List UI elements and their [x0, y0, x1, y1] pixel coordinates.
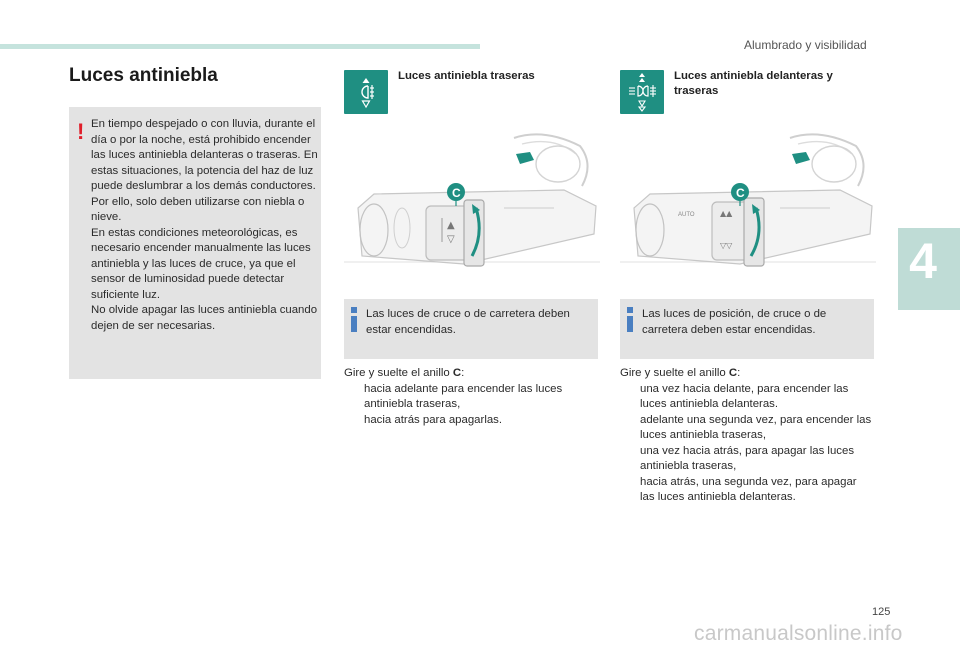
warning-paragraph: No olvide apagar las luces antiniebla cuando dejen de ser necesarias.	[91, 304, 318, 332]
warning-box	[69, 107, 321, 379]
section-title: Alumbrado y visibilidad	[744, 38, 867, 52]
page-number: 125	[872, 606, 891, 618]
list-item: adelante una segunda vez, para encender las luces antiniebla traseras,	[640, 413, 872, 441]
watermark: carmanualsonline.info	[694, 622, 903, 645]
warning-paragraph: En estas condiciones meteorológicas, es necesario encender manualmente las luces antiniebla y las luces de cruce, ya que el sensor de luminosidad puede detectar suficiente luz.	[91, 226, 311, 301]
svg-text:▲▲: ▲▲	[720, 209, 733, 218]
instruction-lead: Gire y suelte el anillo C:	[620, 367, 741, 379]
front-rear-info-box	[620, 299, 874, 359]
rear-fog-title: Luces antiniebla traseras	[398, 70, 535, 82]
rear-instructions	[344, 366, 598, 428]
top-accent-bar	[0, 44, 480, 49]
list-item: hacia atrás, una segunda vez, para apagar las luces antiniebla delanteras.	[640, 475, 857, 503]
list-item: hacia adelante para encender las luces antiniebla traseras,	[364, 382, 563, 410]
warning-text	[91, 117, 319, 334]
svg-text:▽▽: ▽▽	[720, 241, 733, 250]
front-rear-instructions	[620, 366, 874, 506]
rear-fog-icon	[344, 70, 388, 114]
info-icon	[351, 307, 357, 333]
list-item: una vez hacia delante, para encender las luces antiniebla delanteras.	[640, 382, 849, 410]
front-rear-stalk-illustration	[620, 124, 876, 279]
auto-label: AUTO	[678, 212, 695, 218]
list-item: hacia atrás para apagarlas.	[364, 413, 503, 426]
page-heading: Luces antiniebla	[69, 65, 218, 86]
list-item: una vez hacia atrás, para apagar las luces antiniebla traseras,	[640, 444, 855, 472]
info-icon	[627, 307, 633, 333]
chapter-number: 4	[909, 233, 937, 289]
rear-stalk-illustration	[344, 124, 600, 279]
warning-paragraph: En tiempo despejado o con lluvia, durante el día o por la noche, está prohibido encender las luces antiniebla delanteras o traseras. En estas situaciones, la potencia del haz de luz puede deslumbrar a los demás conductores. Por ello, solo deben utilizarse con niebla o nieve.	[91, 118, 318, 223]
front-rear-fog-icon	[620, 70, 664, 114]
rear-info-box	[344, 299, 598, 359]
instruction-lead: Gire y suelte el anillo C:	[344, 367, 465, 379]
svg-text:▲: ▲	[447, 220, 455, 231]
rear-info-text: Las luces de cruce o de carretera deben estar encendidas.	[366, 308, 570, 336]
front-rear-info-text: Las luces de posición, de cruce o de carretera deben estar encendidas.	[642, 308, 827, 336]
front-rear-fog-title: Luces antiniebla delanteras y traseras	[674, 70, 833, 97]
callout-label: C	[736, 186, 745, 200]
warning-icon: !	[77, 119, 85, 144]
svg-text:▽: ▽	[447, 234, 455, 245]
callout-label: C	[452, 186, 461, 200]
